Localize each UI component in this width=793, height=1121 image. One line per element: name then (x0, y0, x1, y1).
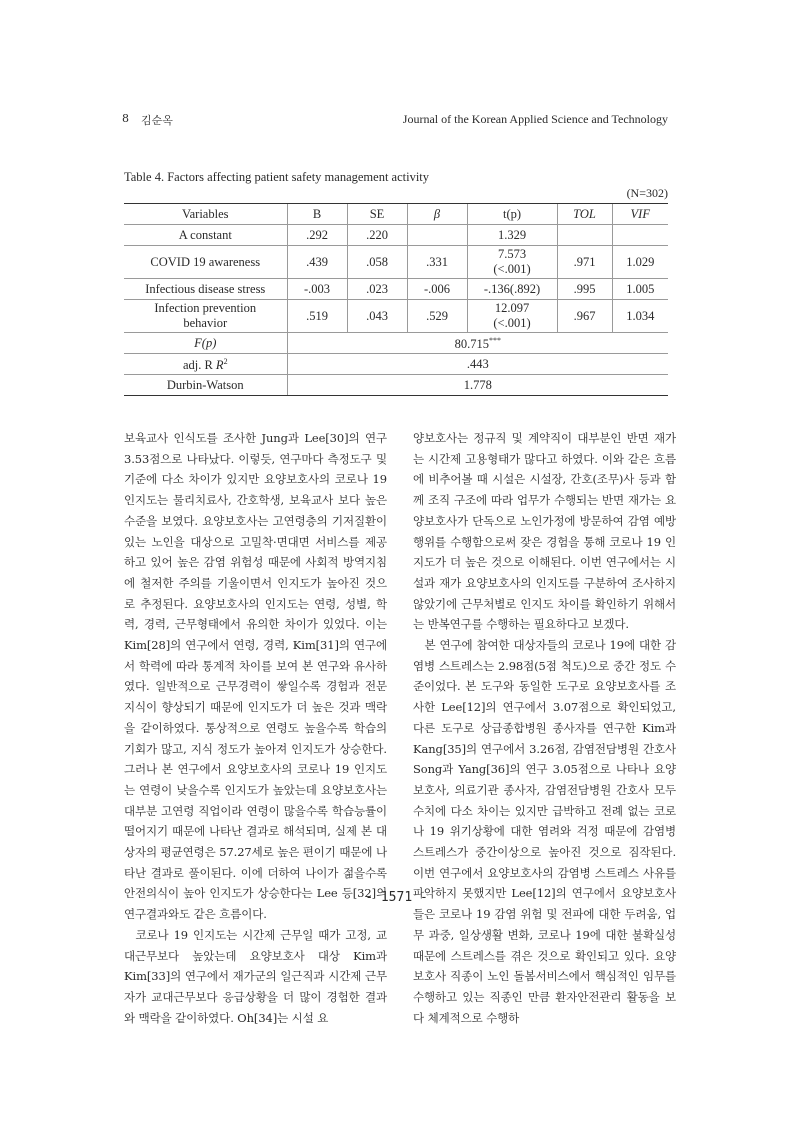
row-se: .058 (347, 246, 407, 279)
table-row (124, 279, 668, 300)
row-variable: Infectious disease stress (124, 279, 287, 300)
regression-table (124, 203, 668, 396)
table-row-dw (124, 375, 668, 396)
row-variable: COVID 19 awareness (124, 246, 287, 279)
dw-value: 1.778 (287, 375, 668, 396)
footer-page-number: - 1571 - (365, 890, 428, 905)
row-t: 1.329 (467, 225, 557, 246)
f-value: 80.715*** (287, 333, 668, 354)
row-se: .043 (347, 300, 407, 333)
table-caption: Table 4. Factors affecting patient safety management activity (124, 170, 430, 184)
table-row (124, 225, 668, 246)
row-b: -.003 (287, 279, 347, 300)
row-tol (557, 225, 612, 246)
row-variable: A constant (124, 225, 287, 246)
sample-size-note: (N=302) (626, 186, 668, 200)
table-row-adjr2 (124, 354, 668, 375)
page-number: 8 (122, 112, 129, 125)
col-header-beta: β (407, 204, 467, 225)
row-beta: .529 (407, 300, 467, 333)
col-header-b: B (287, 204, 347, 225)
f-label: F(p) (124, 333, 287, 354)
row-vif: 1.005 (612, 279, 668, 300)
row-se: .023 (347, 279, 407, 300)
table-row (124, 300, 668, 333)
row-vif: 1.034 (612, 300, 668, 333)
paragraph: 본 연구에 참여한 대상자들의 코로나 19에 대한 감염병 스트레스는 2.98점(5점 척도)으로 중간 정도 수준이었다. 본 도구와 동일한 도구로 요양보호사를 조사한 Lee[12]의 연구에서 3.07점으로 확인되었고, 다른 도구로 상급종합병원 종사자를 연구한 Kim과 Kang[35]의 연구에서 3.26점, 감염전담병원 간호사 Song과 Yang[36]의 연구 3.05점으로 나타나 요양보호사, 의료기관 종사자, 감염전담병원 간호사 모두 수치에 다소 차이는 있지만 급박하고 전례 없는 코로나 19 위기상황에 대한 염려와 걱정 때문에 감염병 스트레스가 중간이상으로 높아진 것으로 짐작된다. 이번 연구에서 요양보호사의 감염병 스트레스 사유를 파악하지 못했지만 Lee[12]의 연구에서 요양보호사들은 코로나 19 감염 위험 및 전파에 대한 두려움, 업무 과중, 일상생활 변화, 코로나 19에 대한 불확실성 때문에 스트레스를 겪은 것으로 확인되고 있다. 요양보호사 직종이 노인 돌봄서비스에서 핵심적인 임무를 수행하고 있는 직종인 만큼 환자안전관리 활동을 보다 체계적으로 수행하 (413, 638, 676, 1025)
row-tol: .995 (557, 279, 612, 300)
col-header-se: SE (347, 204, 407, 225)
table-row-f (124, 333, 668, 354)
col-header-t: t(p) (467, 204, 557, 225)
row-t: 7.573 (<.001) (467, 246, 557, 279)
table-row (124, 246, 668, 279)
paragraph: 보육교사 인식도를 조사한 Jung과 Lee[30]의 연구 3.53점으로 나타났다. 이렇듯, 연구마다 측정도구 및 기준에 다소 차이가 있지만 요양보호사의 코로나 19 인지도는 물리치료사, 간호학생, 보육교사 보다 높은 수준을 보였다. 요양보호사는 고연령층의 기저질환이 있는 노인을 대상으로 고밀착·면대면 서비스를 제공하고 있어 높은 감염 위험성 때문에 사회적 방역지침에 철저한 주의를 기울이면서 인지도가 높아진 것으로 추정된다. 요양보호사의 인지도는 연령, 성별, 학력, 경력, 근무형태에서 유의한 차이가 있었다. 이는 Kim[28]의 연구에서 연령, 경력, Kim[31]의 연구에서 학력에 따라 통계적 차이를 보여 본 연구와 유사하였다. 일반적으로 근무경력이 쌓일수록 경험과 전문지식이 향상되기 때문에 인지도가 더 높은 것과 맥락을 같이하였다. 통상적으로 연령도 높을수록 학습의 기회가 많고, 지식 정도가 높아져 인지도가 상승한다. 그러나 본 연구에서 요양보호사의 코로나 19 인지도는 연령이 낮을수록 인지도가 높았는데 요양보호사는 대부분 고연령 직업이라 연령이 많을수록 학습능률이 떨어지기 때문에 나타난 결과로 해석되며, 실제 본 대상자의 평균연령은 57.27세로 높은 편이기 때문에 나타난 결과로 풀이된다. 이에 더하여 나이가 젊을수록 안전의식이 높아 인지도가 상승한다는 Lee 등[32]의 연구결과와도 같은 흐름이다. (124, 431, 387, 922)
table-header-row (124, 204, 668, 225)
adjr2-value: .443 (287, 354, 668, 375)
col-header-vif: VIF (612, 204, 668, 225)
row-t: -.136(.892) (467, 279, 557, 300)
body-column-left (124, 428, 387, 1028)
row-beta: -.006 (407, 279, 467, 300)
paragraph: 양보호사는 정규직 및 계약직이 대부분인 반면 재가는 시간제 고용형태가 많다고 하였다. 이와 같은 흐름에 비추어볼 때 시설은 시설장, 간호(조무)사 등과 함께 조직 구조에 따라 업무가 수행되는 반면 재가는 요양보호사가 단독으로 노인가정에 방문하여 감염 예방행위를 수행함으로써 잦은 경험을 통해 코로나 19 인지도가 더 높은 것으로 이해된다. 이번 연구에서는 시설과 재가 요양보호사의 인지도를 구분하여 조사하지 않았기에 근무처별로 인지도 차이를 확인하기 위해서는 반복연구를 수행하는 필요하다고 보겠다. (413, 431, 676, 632)
paragraph: 코로나 19 인지도는 시간제 근무일 때가 고정, 교대근무보다 높았는데 요양보호사 대상 Kim과 Kim[33]의 연구에서 재가군의 일근직과 시간제 근무자가 교대근무보다 응급상황을 더 많이 경험한 결과와 맥락을 같이하였다. Oh[34]는 시설 요 (124, 927, 387, 1025)
adjr2-label: adj. R $R^2$ (124, 354, 287, 375)
row-tol: .967 (557, 300, 612, 333)
row-vif (612, 225, 668, 246)
row-beta (407, 225, 467, 246)
dw-label: Durbin-Watson (124, 375, 287, 396)
row-b: .519 (287, 300, 347, 333)
row-tol: .971 (557, 246, 612, 279)
running-author: 김순옥 (141, 114, 173, 127)
col-header-variables: Variables (124, 204, 287, 225)
row-vif: 1.029 (612, 246, 668, 279)
row-t: 12.097 (<.001) (467, 300, 557, 333)
row-b: .439 (287, 246, 347, 279)
col-header-tol: TOL (557, 204, 612, 225)
row-se: .220 (347, 225, 407, 246)
row-beta: .331 (407, 246, 467, 279)
running-journal-title: Journal of the Korean Applied Science and Technology (402, 112, 668, 126)
body-column-right (413, 428, 676, 1028)
row-variable: Infection prevention behavior (124, 300, 287, 333)
row-b: .292 (287, 225, 347, 246)
